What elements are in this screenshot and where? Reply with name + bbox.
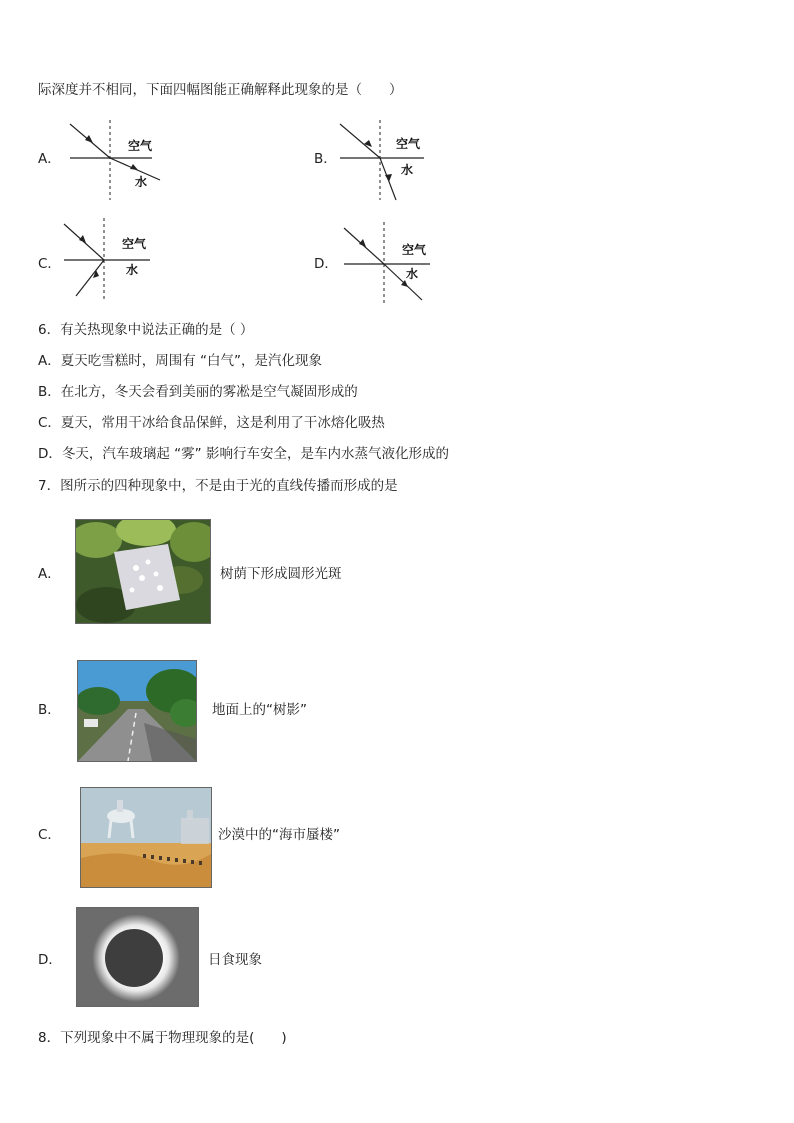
q5-option-c-diagram bbox=[60, 216, 170, 306]
road-trees-image bbox=[78, 661, 196, 761]
q7-d-caption: 日食现象 bbox=[208, 952, 262, 968]
q7-option-c-letter: C． bbox=[38, 827, 61, 843]
q7-c-photo-mirage bbox=[80, 787, 212, 888]
q6-option-d: D．冬天，汽车玻璃起 “雾” 影响行车安全，是车内水蒸气液化形成的 bbox=[38, 446, 449, 462]
q7-option-a-letter: A． bbox=[38, 566, 61, 582]
q6-option-c: C．夏天，常用干冰给食品保鲜，这是利用了干冰熔化吸热 bbox=[38, 415, 385, 431]
q5-option-c-letter: C． bbox=[38, 256, 61, 272]
q6-option-a: A．夏天吃雪糕时，周围有 “白气”，是汽化现象 bbox=[38, 353, 323, 369]
q5-b-water-label: 水 bbox=[401, 163, 414, 177]
q5-option-d-letter: D． bbox=[314, 256, 338, 272]
q8-stem: 8．下列现象中不属于物理现象的是( ) bbox=[38, 1030, 287, 1046]
q5-option-b-letter: B． bbox=[314, 151, 337, 167]
q5-option-a-letter: A． bbox=[38, 151, 61, 167]
q7-a-caption: 树荫下形成圆形光斑 bbox=[220, 566, 342, 582]
q7-b-photo-tree-shadow bbox=[77, 660, 197, 762]
solar-eclipse-image bbox=[77, 908, 198, 1006]
q5-d-water-label: 水 bbox=[406, 267, 419, 281]
q5-option-a-diagram bbox=[60, 118, 170, 208]
q7-stem: 7．图所示的四种现象中，不是由于光的直线传播而形成的是 bbox=[38, 478, 398, 494]
q5-option-b-diagram bbox=[334, 118, 444, 208]
q6-option-b: B．在北方，冬天会看到美丽的雾凇是空气凝固形成的 bbox=[38, 384, 358, 400]
q5-c-air-label: 空气 bbox=[122, 237, 147, 251]
q5-b-air-label: 空气 bbox=[396, 137, 421, 151]
q5-c-water-label: 水 bbox=[126, 263, 139, 277]
desert-mirage-image bbox=[81, 788, 211, 887]
q5-option-d-diagram bbox=[340, 220, 450, 310]
q7-b-caption: 地面上的“树影” bbox=[212, 702, 307, 718]
q5-d-air-label: 空气 bbox=[402, 243, 427, 257]
q7-option-b-letter: B． bbox=[38, 702, 61, 718]
q7-d-photo-eclipse bbox=[76, 907, 199, 1007]
q5-a-water-label: 水 bbox=[135, 175, 148, 189]
leaf-shade-image bbox=[76, 520, 210, 623]
q7-option-d-letter: D． bbox=[38, 952, 62, 968]
q7-c-caption: 沙漠中的“海市蜃楼” bbox=[218, 827, 340, 843]
q7-a-photo-light-spots bbox=[75, 519, 211, 624]
q5-a-air-label: 空气 bbox=[128, 139, 153, 153]
q5-stem-tail: 际深度并不相同，下面四幅图能正确解释此现象的是（ ） bbox=[38, 82, 403, 98]
q6-stem: 6．有关热现象中说法正确的是（ ） bbox=[38, 322, 254, 338]
